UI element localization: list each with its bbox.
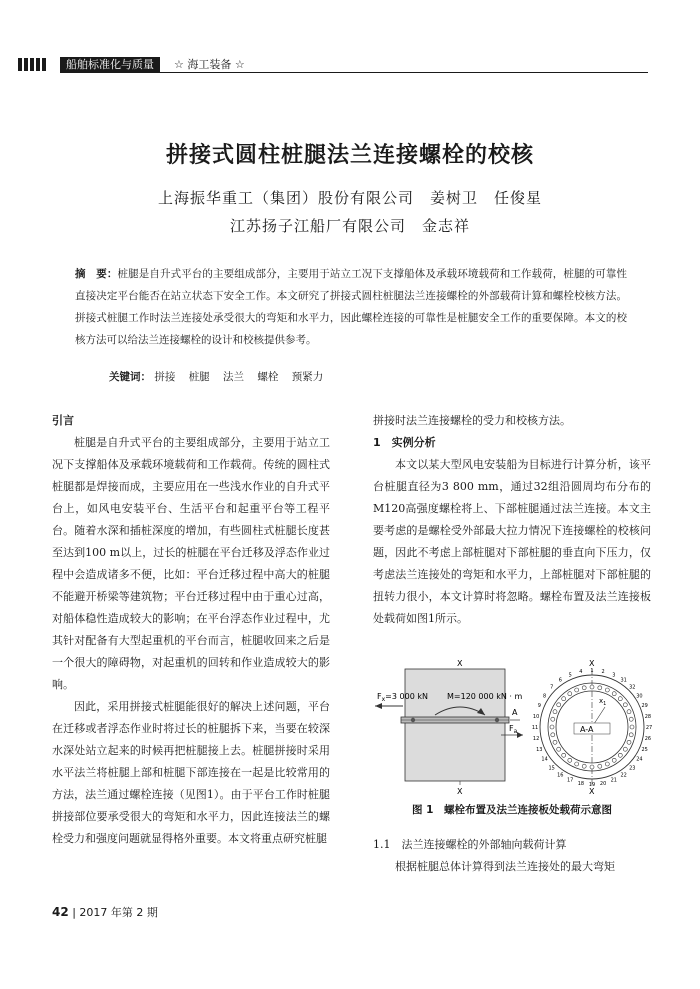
keywords <box>109 369 333 385</box>
bolt-hole <box>630 725 634 729</box>
bolt-hole <box>598 686 602 690</box>
bolt-hole <box>562 753 566 757</box>
header-rule <box>60 72 648 73</box>
bolt-number: 23 <box>629 765 636 772</box>
axis-x-top: X <box>457 659 463 668</box>
leg-elevation <box>375 659 523 796</box>
bolt-hole <box>612 692 616 696</box>
bolt-number: 10 <box>532 713 540 720</box>
section-1-1-paragraph: 根据桩腿总体计算得到法兰连接处的最大弯矩 <box>395 860 615 873</box>
bolt-number: 15 <box>548 765 555 772</box>
bolt-number: 24 <box>636 756 643 763</box>
abstract-text: 桩腿是自升式平台的主要组成部分，主要用于站立工况下支撑船体及承载环境载荷和工作载荷，桩腿的可靠性直接决定平台能否在站立状态下安全工作。本文研究了拼接式圆柱桩腿法兰连接螺栓的外部载荷计算和螺栓校核方法。拼接式桩腿工作时法兰连接处承受很大的弯矩和水平力，因此螺栓连接的可靠性是桩腿安全工作的重要保障。本文的校核方法可以给法兰连接螺栓的设计和校核提供参考。 <box>75 268 628 346</box>
bolt-number: 22 <box>620 772 627 779</box>
bolt-number: 2 <box>601 669 605 676</box>
journal-name: 船舶标准化与质量 <box>60 57 160 72</box>
bolt-hole <box>557 747 561 751</box>
bolt-number: 14 <box>541 756 548 763</box>
authors-line-2: 江苏扬子江船厂有限公司 金志祥 <box>229 217 470 235</box>
abstract <box>75 263 627 351</box>
page-footer <box>52 904 158 920</box>
force-sub: x <box>381 696 386 703</box>
bolt-number: 18 <box>577 780 585 787</box>
bolt-hole <box>562 697 566 701</box>
bolt-number: 16 <box>557 772 564 779</box>
force-value: =3 000 kN <box>385 692 428 701</box>
section-1-heading: 1 实例分析 <box>373 436 436 449</box>
bolt-number: 13 <box>536 746 543 753</box>
bolt-hole <box>590 685 594 689</box>
x1-sub: 1 <box>603 701 607 707</box>
bolt-hole <box>575 762 579 766</box>
bolt-number: 3 <box>612 672 616 679</box>
bolt-circle-section <box>532 659 652 796</box>
bolt-number: 26 <box>644 736 652 743</box>
bolt-hole <box>557 703 561 707</box>
bolt-number: 11 <box>531 725 539 731</box>
article-title: 拼接式圆柱桩腿法兰连接螺栓的校核 <box>165 143 534 168</box>
bolt-hole <box>623 747 627 751</box>
running-header <box>18 57 648 73</box>
keyword: 预紧力 <box>291 371 324 383</box>
bolt-hole <box>551 717 555 721</box>
bolt-number: 20 <box>599 780 607 787</box>
fa-sub: a <box>513 728 518 735</box>
bolt-hole <box>598 764 602 768</box>
page-number: 42 <box>52 905 69 919</box>
bolt-number: 5 <box>568 672 572 679</box>
bolt-number: 8 <box>543 693 547 700</box>
intro-paragraph-2: 因此，采用拼接式桩腿能很好的解决上述问题，平台在迁移或者浮态作业时将过长的桩腿拆下来，当要在较深水深处站立起来的时候再把桩腿接上去。桩腿拼接时采用水平法兰将桩腿上部和桩腿下部连接在一起是比较常用的方法，法兰通过螺栓连接（见图1）。由于平台工作时桩腿拼接部位要承受很大的弯矩和水平力，因此连接法兰的螺栓受力和强度问题就显得格外重要。本文将重点研究桩腿 <box>52 700 330 845</box>
svg-text:x1 <box>599 697 606 707</box>
bolt-hole <box>568 758 572 762</box>
bolt-number: 27 <box>645 725 653 731</box>
bolt-hole <box>590 765 594 769</box>
bolt-number: 6 <box>558 677 562 684</box>
keyword: 螺栓 <box>257 371 279 383</box>
intro-heading: 引言 <box>52 414 74 427</box>
bolt-hole <box>629 717 633 721</box>
bolt-number: 12 <box>532 736 540 743</box>
force-label: F <box>377 692 382 701</box>
left-column <box>52 410 330 850</box>
svg-text:M=120 000 kN · m <box>447 692 522 701</box>
column-name: ☆ 海工装备 ☆ <box>174 58 245 71</box>
keywords-label: 关键词： <box>109 371 151 383</box>
issue-label: 2017 年第 2 期 <box>79 906 158 919</box>
right-column <box>373 410 651 630</box>
bolt-hole <box>575 688 579 692</box>
keyword: 桩腿 <box>188 371 210 383</box>
bolt-hole <box>551 733 555 737</box>
figure-caption: 图 1 螺栓布置及法兰连接板处载荷示意图 <box>412 804 612 816</box>
svg-text:Fa <box>509 724 518 735</box>
bolt-hole <box>627 710 631 714</box>
bolt-hole <box>582 686 586 690</box>
figure-1 <box>373 657 651 797</box>
abstract-label: 摘 要： <box>75 268 118 280</box>
bolt-number: 31 <box>620 677 627 684</box>
bolt-hole <box>553 740 557 744</box>
section-1-1-heading: 1.1 法兰连接螺栓的外部轴向载荷计算 <box>373 838 567 851</box>
bolt-hole <box>612 758 616 762</box>
bolt-hole <box>568 692 572 696</box>
section-marker: A <box>512 708 518 717</box>
bolt-number: 25 <box>641 746 648 753</box>
axis-x-top-right: X <box>589 659 595 668</box>
bolt-number: 29 <box>641 703 648 710</box>
section-1-1 <box>373 834 651 878</box>
authors-line-1: 上海振华重工（集团）股份有限公司 姜树卫 任俊星 <box>157 189 542 207</box>
moment-value: =120 000 kN · m <box>453 692 523 701</box>
bolt-hole <box>605 762 609 766</box>
bolt-hole <box>582 764 586 768</box>
bolt-number: 1 <box>590 668 594 674</box>
keyword: 拼接 <box>154 371 176 383</box>
bolt-number: 32 <box>629 684 636 691</box>
section-1-paragraph: 本文以某大型风电安装船为目标进行计算分析，该平台桩腿直径为3 800 mm，通过32组沿圆周均布分布的M120高强度螺栓将上、下部桩腿通过法兰连接。本文主要考虑的是螺栓受外部最大拉力情况下连接螺栓的校核问题，因此不考虑上部桩腿对下部桩腿的垂直向下压力，仅考虑法兰连接处的弯矩和水平力，上部桩腿对下部桩腿的扭转力很小，本文计算时将忽略。螺栓布置及法兰连接板处载荷如图1所示。 <box>373 458 651 625</box>
right-continuation: 拼接时法兰连接螺栓的受力和校核方法。 <box>373 414 571 427</box>
bolt-hole <box>605 688 609 692</box>
bolt-number: 4 <box>579 669 583 676</box>
section-label: A-A <box>580 725 594 734</box>
bolt-number: 19 <box>588 782 596 788</box>
axis-x-bottom-right: X <box>589 787 595 796</box>
bolt-layout-diagram <box>373 657 651 797</box>
footer-divider: | <box>72 906 76 919</box>
x1-label: x <box>599 697 604 705</box>
bolt-hole <box>618 697 622 701</box>
axis-x-bottom: X <box>457 787 463 796</box>
bolt-number: 30 <box>636 693 643 700</box>
bolt-hole <box>627 740 631 744</box>
bolt-hole <box>618 753 622 757</box>
header-bars <box>18 58 46 71</box>
bolt-number: 21 <box>610 777 617 784</box>
bolt-number: 7 <box>550 684 554 691</box>
bolt-number: 17 <box>567 777 574 784</box>
fa-label: F <box>509 724 514 733</box>
bolt-hole <box>553 710 557 714</box>
bolt-hole <box>550 725 554 729</box>
keyword: 法兰 <box>223 371 245 383</box>
bolt-number: 28 <box>644 713 652 720</box>
intro-paragraph-1: 桩腿是自升式平台的主要组成部分，主要用于站立工况下支撑船体及承载环境载荷和工作载荷。传统的圆柱式桩腿都是焊接而成，主要应用在一些浅水作业的自升式平台上，如风电安装平台、生活平台和起重平台等工程平台。随着水深和插桩深度的增加，有些圆柱式桩腿长度甚至达到100 m以上，过长的桩腿在平台迁移及浮态作业过程中会造成诸多不便，比如：平台迁移过程中高大的桩腿不能避开桥梁等建筑物；平台迁移过程中由于重心过高，对船体稳性造成较大的影响；在平台浮态作业过程中，尤其针对配备有大型起重机的平台而言，桩腿收回来之后是一个很大的障碍物，对起重机的回转和作业造成较大的影响。 <box>52 436 330 691</box>
bolt-hole <box>623 703 627 707</box>
moment-label: M <box>447 692 454 701</box>
bolt-number: 9 <box>537 703 541 710</box>
bolt-hole <box>629 733 633 737</box>
